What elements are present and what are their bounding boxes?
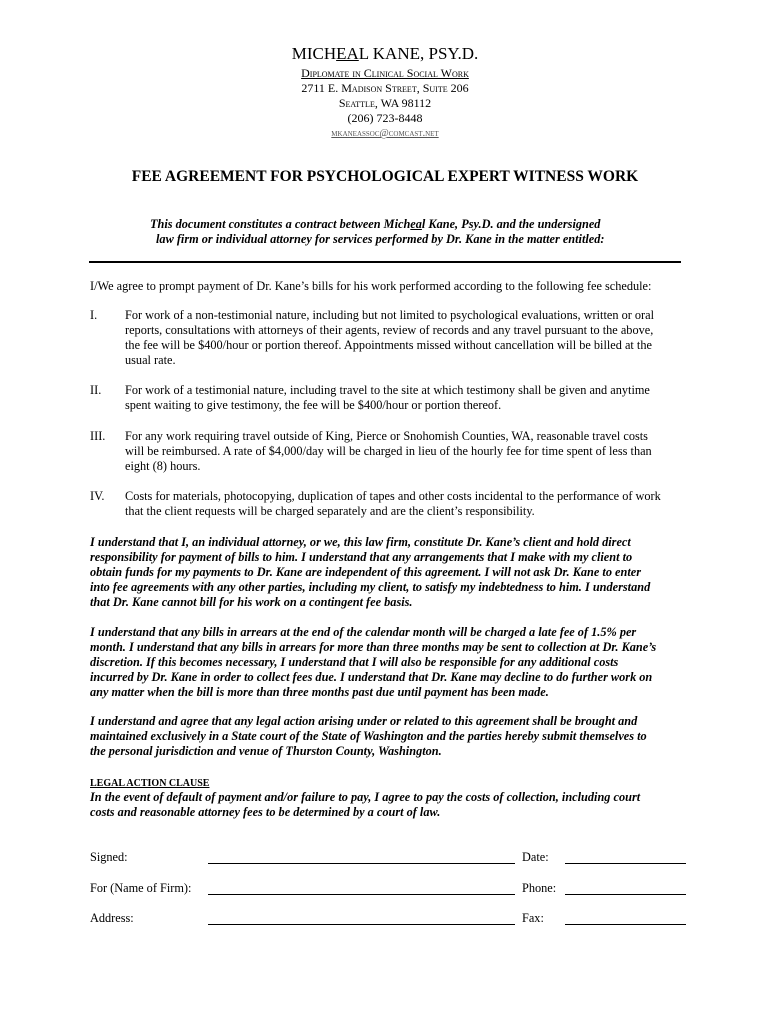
fax-label: Fax: <box>522 911 544 925</box>
text-line: Costs for materials, photocopying, duplication of tapes and other costs incidental to the performance of work <box>125 489 661 503</box>
text-line: reports, consultations with attorneys of their agents, review of records and any travel pursuant to the above, <box>125 323 654 337</box>
text-line: I understand that I, an individual attorney, or we, this law firm, constitute Dr. Kane’s client and hold direct <box>90 535 631 549</box>
date-field[interactable] <box>565 863 686 864</box>
firm-name-field[interactable] <box>208 894 515 895</box>
phone-label: Phone: <box>522 881 557 895</box>
address-label: Address: <box>90 911 134 925</box>
phone-number: (206) 723-8448 <box>347 111 423 125</box>
fax-field[interactable] <box>565 924 686 925</box>
date-label: Date: <box>522 850 549 864</box>
contract-intro <box>150 217 630 247</box>
signed-label: Signed: <box>90 850 128 864</box>
matter-entitled-line <box>89 261 681 263</box>
text-line: usual rate. <box>125 353 176 367</box>
text-line: For work of a non-testimonial nature, including but not limited to psychological evaluations, written or oral <box>125 308 655 322</box>
text-line: maintained exclusively in a State court of the State of Washington and the parties hereby submit themselves to <box>90 729 647 743</box>
name-part: MICH <box>291 44 337 63</box>
agreement-intro: I/We agree to prompt payment of Dr. Kane’s bills for his work performed according to the following fee schedule: <box>90 279 652 293</box>
name-part: L KANE, PSY.D. <box>358 44 479 63</box>
intro-underlined-text: ea <box>410 217 422 231</box>
text-line: will be reimbursed. A rate of $4,000/day will be charged in lieu of the hourly fee for time spent of less than <box>125 444 652 458</box>
fee-item-number: III. <box>90 429 106 443</box>
fee-item-text <box>125 308 678 368</box>
credential: Diplomate in Clinical Social Work <box>301 66 469 80</box>
signature-row <box>90 911 690 927</box>
signature-row <box>90 850 690 866</box>
phone-field[interactable] <box>565 894 686 895</box>
text-line: month. I understand that any bills in arrears for more than three months may be sent to collection at Dr. Kane’s <box>90 640 657 654</box>
text-line: any matter when the bill is more than three months past due until payment has been made. <box>90 685 549 699</box>
fee-item-text <box>125 383 678 413</box>
text-line: the personal jurisdiction and venue of Thurston County, Washington. <box>90 744 442 758</box>
text-line: spent waiting to give testimony, the fee will be $400/hour or portion thereof. <box>125 398 502 412</box>
text-line: into fee agreements with any other parties, including my client, to satisfy my indebtedness to him. I understand <box>90 580 651 594</box>
text-line: I understand that any bills in arrears at the end of the calendar month will be charged a late fee of 1.5% per <box>90 625 637 639</box>
text-line: For work of a testimonial nature, including travel to the site at which testimony shall be given and anytime <box>125 383 650 397</box>
text-line: responsibility for payment of bills to him. I understand that any arrangements that I make with my client to <box>90 550 633 564</box>
intro-text: This document constitutes a contract between Mich <box>150 217 411 231</box>
fee-item-number: I. <box>90 308 98 322</box>
text-line: incurred by Dr. Kane in order to collect fees due. I understand that Dr. Kane may decline to do further work on <box>90 670 653 684</box>
text-line: eight (8) hours. <box>125 459 201 473</box>
intro-line-2: law firm or individual attorney for services performed by Dr. Kane in the matter entitled: <box>156 232 605 246</box>
address-field[interactable] <box>208 924 515 925</box>
signed-field[interactable] <box>208 863 515 864</box>
name-underlined-part: EA <box>336 44 359 63</box>
legal-action-clause-heading: LEGAL ACTION CLAUSE <box>90 778 210 789</box>
fee-item-text <box>125 489 678 519</box>
street-address: 2711 E. Madison Street, Suite 206 <box>301 81 469 95</box>
text-line: the fee will be $400/hour or portion thereof. Appointments missed without cancellation will be billed at the <box>125 338 652 352</box>
text-line: that Dr. Kane cannot bill for his work on a contingent fee basis. <box>90 595 413 609</box>
text-line: obtain funds for my payments to Dr. Kane are independent of this agreement. I will not ask Dr. Kane to enter <box>90 565 642 579</box>
email-link[interactable]: mkaneassoc@comcast.net <box>331 128 439 139</box>
fee-item-text <box>125 429 678 474</box>
intro-line-1 <box>150 217 630 232</box>
signature-row <box>90 881 690 897</box>
late-fee-statement <box>90 625 680 700</box>
fee-item-number: IV. <box>90 489 105 503</box>
text-line: costs and reasonable attorney fees to be determined by a court of law. <box>90 805 441 819</box>
firm-name-label: For (Name of Firm): <box>90 881 192 895</box>
text-line: that the client requests will be charged separately and are the client’s responsibility. <box>125 504 535 518</box>
fee-item-number: II. <box>90 383 102 397</box>
text-line: In the event of default of payment and/or failure to pay, I agree to pay the costs of collection, including court <box>90 790 641 804</box>
legal-action-clause-text <box>90 790 680 820</box>
text-line: I understand and agree that any legal action arising under or related to this agreement shall be brought and <box>90 714 638 728</box>
text-line: discretion. If this becomes necessary, I understand that I will also be responsible for any additional costs <box>90 655 619 669</box>
text-line: For any work requiring travel outside of King, Pierce or Snohomish Counties, WA, reasonable travel costs <box>125 429 648 443</box>
client-responsibility-statement <box>90 535 680 610</box>
practitioner-name <box>0 44 770 64</box>
intro-text: l Kane, Psy.D. and the undersigned <box>421 217 601 231</box>
city-state-zip: Seattle, WA 98112 <box>338 96 432 110</box>
document-title: FEE AGREEMENT FOR PSYCHOLOGICAL EXPERT WITNESS WORK <box>131 168 639 185</box>
jurisdiction-statement <box>90 714 680 759</box>
